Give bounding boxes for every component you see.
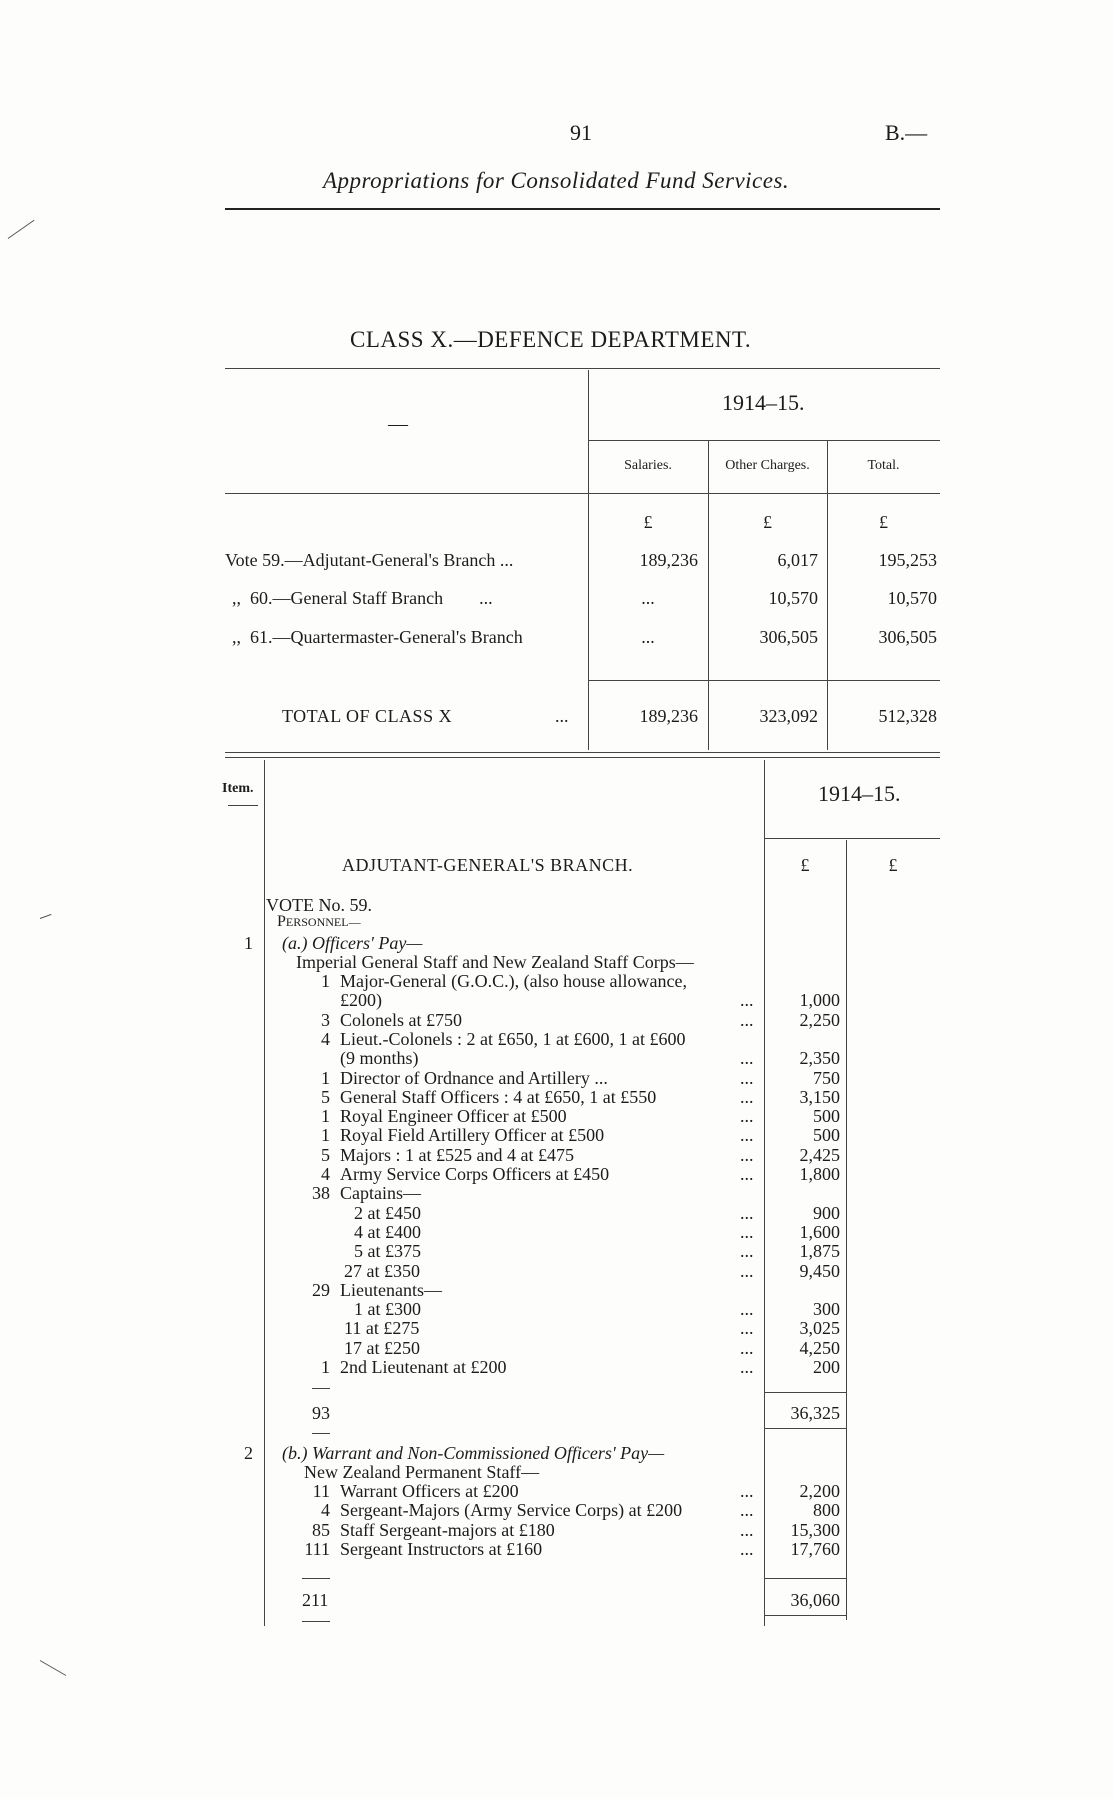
warrant-pay-heading: (b.) Warrant and Non-Commissioned Officers' Pay— [282, 1443, 665, 1463]
line-amount: 1,875 [799, 1241, 840, 1262]
page-subtitle: Appropriations for Consolidated Fund Services. [323, 168, 790, 193]
line-text: 1 at £300 [354, 1299, 421, 1320]
line-amount: 900 [813, 1202, 840, 1223]
line-text: 5 at £375 [354, 1241, 421, 1262]
line-count: 1 [321, 971, 330, 991]
line-count: 1 [321, 1106, 330, 1127]
leader-dots: ... [740, 1481, 754, 1501]
pen-mark [40, 1660, 66, 1676]
branch-title: ADJUTANT-GENERAL'S BRANCH. [342, 855, 634, 875]
total-salaries: 189,236 [639, 706, 698, 726]
row-total: 10,570 [887, 588, 937, 608]
leader-dots: ... [740, 1299, 754, 1320]
line-count: 1 [321, 1067, 330, 1088]
line-amount: 300 [813, 1299, 840, 1320]
leader-dots: ... [740, 1106, 754, 1127]
detail-year-rule [764, 838, 940, 839]
line-text: Sergeant-Majors (Army Service Corps) at £200 [340, 1500, 683, 1521]
line-amount: 800 [813, 1500, 840, 1521]
line-count: 3 [321, 1009, 330, 1030]
line-amount: 1,000 [799, 990, 840, 1011]
line-amount: 1,800 [799, 1164, 840, 1184]
line-count: 5 [321, 1086, 330, 1107]
line-amount: 9,450 [799, 1260, 840, 1281]
nz-permanent-staff-heading: New Zealand Permanent Staff— [304, 1462, 540, 1482]
line-text: Captains— [340, 1183, 421, 1204]
amount-close-rule-b [764, 1615, 846, 1616]
officers-pay-subtotal: 36,325 [790, 1403, 840, 1423]
line-text: 17 at £250 [344, 1337, 420, 1358]
line-text: Staff Sergeant-majors at £180 [340, 1519, 555, 1540]
line-text: 2nd Lieutenant at £200 [340, 1357, 507, 1377]
line-text: 2 at £450 [354, 1202, 421, 1223]
line-text: 4 at £400 [354, 1221, 421, 1242]
row-salaries: ... [641, 627, 655, 647]
line-amount: 500 [813, 1125, 840, 1146]
line-amount: 17,760 [790, 1538, 840, 1559]
line-count: 1 [321, 1125, 330, 1146]
leader-dots: ... [740, 1164, 754, 1184]
series-code: B.— [885, 120, 928, 145]
line-count: 38 [312, 1183, 330, 1204]
line-count: 4 [321, 1028, 330, 1049]
class-title: CLASS X.—DEFENCE DEPARTMENT. [350, 327, 752, 352]
leader-dots: ... [740, 1318, 754, 1339]
leader-dots: ... [740, 1067, 754, 1088]
item-header-rule [228, 805, 258, 806]
item-header: Item. [222, 781, 254, 796]
leader-dots: ... [740, 1260, 754, 1281]
total-label: TOTAL OF CLASS X [282, 706, 453, 726]
row-total: 195,253 [878, 550, 937, 570]
detail-year: 1914–15. [818, 781, 901, 806]
row-label: ,, 61.—Quartermaster-General's Branch [232, 627, 523, 647]
line-text: (9 months) [340, 1048, 419, 1069]
line-text: Colonels at £750 [340, 1009, 462, 1030]
line-amount: 750 [813, 1067, 840, 1088]
count-close-rule-b [302, 1621, 330, 1622]
currency-salaries: £ [643, 512, 653, 532]
personnel-rest: ERSONNEL— [285, 915, 361, 929]
amount-subtotal-rule-a [764, 1392, 846, 1393]
count-close-rule-a [312, 1433, 330, 1434]
leader-dots: ... [740, 1538, 754, 1559]
line-text: Lieutenants— [340, 1279, 442, 1300]
leader-dots: ... [740, 1144, 754, 1165]
count-total-rule-a [312, 1388, 330, 1389]
total-other: 323,092 [759, 706, 818, 726]
line-count: 4 [321, 1164, 330, 1184]
row-other: 306,505 [759, 627, 818, 647]
leader-dots: ... [740, 1202, 754, 1223]
line-amount: 2,350 [799, 1048, 840, 1069]
line-text: Royal Field Artillery Officer at £500 [340, 1125, 605, 1146]
leader-dots: ... [740, 990, 754, 1011]
pen-mark [40, 914, 52, 919]
summary-bottom-rule-2 [225, 757, 940, 758]
col-salaries: Salaries. [624, 458, 672, 473]
item-col-divider [264, 760, 265, 1626]
col-header-rule [225, 493, 940, 494]
line-text: Majors : 1 at £525 and 4 at £475 [340, 1144, 574, 1165]
page-number: 91 [570, 120, 592, 145]
line-amount: 3,150 [799, 1086, 840, 1107]
row-other: 10,570 [768, 588, 818, 608]
line-count: 1 [321, 1357, 330, 1377]
line-text: Warrant Officers at £200 [340, 1481, 519, 1501]
vote-number: VOTE No. 59. [266, 895, 372, 915]
warrant-count-total: 211 [302, 1590, 329, 1610]
line-text: 11 at £275 [344, 1318, 420, 1339]
line-count: 11 [312, 1481, 330, 1501]
label-col-dash: — [388, 413, 408, 435]
leader-dots: ... [740, 1357, 754, 1377]
line-text: Sergeant Instructors at £160 [340, 1538, 543, 1559]
line-amount: 1,600 [799, 1221, 840, 1242]
officers-count-total: 93 [312, 1403, 330, 1423]
line-amount: 15,300 [790, 1519, 840, 1540]
line-count: 111 [304, 1538, 330, 1559]
line-text: General Staff Officers : 4 at £650, 1 at £550 [340, 1086, 657, 1107]
item-number: 2 [244, 1443, 253, 1463]
officers-pay-heading: (a.) Officers' Pay— [282, 933, 423, 953]
line-text: Major-General (G.O.C.), (also house allowance, [340, 971, 688, 991]
currency-other: £ [763, 512, 772, 532]
line-count: 5 [321, 1144, 330, 1165]
line-amount: 200 [813, 1357, 840, 1377]
line-amount: 500 [813, 1106, 840, 1127]
summary-bottom-rule-1 [225, 752, 940, 753]
row-other: 6,017 [777, 550, 818, 570]
header-rule [225, 208, 940, 210]
total-col-divider [846, 840, 847, 1620]
amount-close-rule-a [764, 1428, 846, 1429]
imperial-staff-heading: Imperial General Staff and New Zealand Staff Corps— [296, 952, 694, 972]
line-text: Royal Engineer Officer at £500 [340, 1106, 567, 1127]
leader-dots: ... [740, 1009, 754, 1030]
line-text: £200) [340, 990, 382, 1011]
leader-dots: ... [740, 1221, 754, 1242]
leader-dots: ... [740, 1337, 754, 1358]
row-total: 306,505 [878, 627, 937, 647]
total-total: 512,328 [878, 706, 937, 726]
line-count: 4 [321, 1500, 330, 1521]
line-amount: 4,250 [799, 1337, 840, 1358]
currency-total: £ [888, 855, 898, 875]
leader-dots: ... [740, 1086, 754, 1107]
subtotal-rule [588, 680, 940, 681]
line-amount: 2,425 [799, 1144, 840, 1165]
line-count: 29 [312, 1279, 330, 1300]
summary-year: 1914–15. [722, 390, 805, 415]
line-count: 85 [312, 1519, 330, 1540]
year-rule [588, 440, 940, 441]
row-salaries: 189,236 [639, 550, 698, 570]
line-amount: 3,025 [799, 1318, 840, 1339]
line-text: Lieut.-Colonels : 2 at £650, 1 at £600, 1 at £600 [340, 1028, 686, 1049]
line-text: Army Service Corps Officers at £450 [340, 1164, 610, 1184]
row-label: ,, 60.—General Staff Branch ... [232, 588, 493, 608]
warrant-pay-subtotal: 36,060 [790, 1590, 840, 1610]
line-text: Director of Ordnance and Artillery ... [340, 1067, 608, 1088]
line-amount: 2,250 [799, 1009, 840, 1030]
col-other-charges: Other Charges. [725, 458, 810, 473]
pen-mark [8, 220, 35, 239]
count-total-rule-b [302, 1578, 330, 1579]
personnel-initial: P [277, 913, 286, 930]
row-label: Vote 59.—Adjutant-General's Branch ... [225, 550, 514, 570]
currency-amount: £ [800, 855, 810, 875]
item-number: 1 [244, 933, 253, 953]
amount-subtotal-rule-b [764, 1578, 846, 1579]
personnel-heading [277, 913, 361, 931]
leader-dots: ... [740, 1125, 754, 1146]
leader-dots: ... [740, 1500, 754, 1521]
leader-dots: ... [740, 1048, 754, 1069]
col-total: Total. [867, 458, 900, 473]
line-amount: 2,200 [799, 1481, 840, 1501]
total-dots: ... [555, 706, 569, 726]
line-text: 27 at £350 [344, 1260, 420, 1281]
leader-dots: ... [740, 1519, 754, 1540]
currency-total: £ [879, 512, 888, 532]
summary-top-rule [225, 368, 940, 369]
row-salaries: ... [641, 588, 655, 608]
leader-dots: ... [740, 1241, 754, 1262]
